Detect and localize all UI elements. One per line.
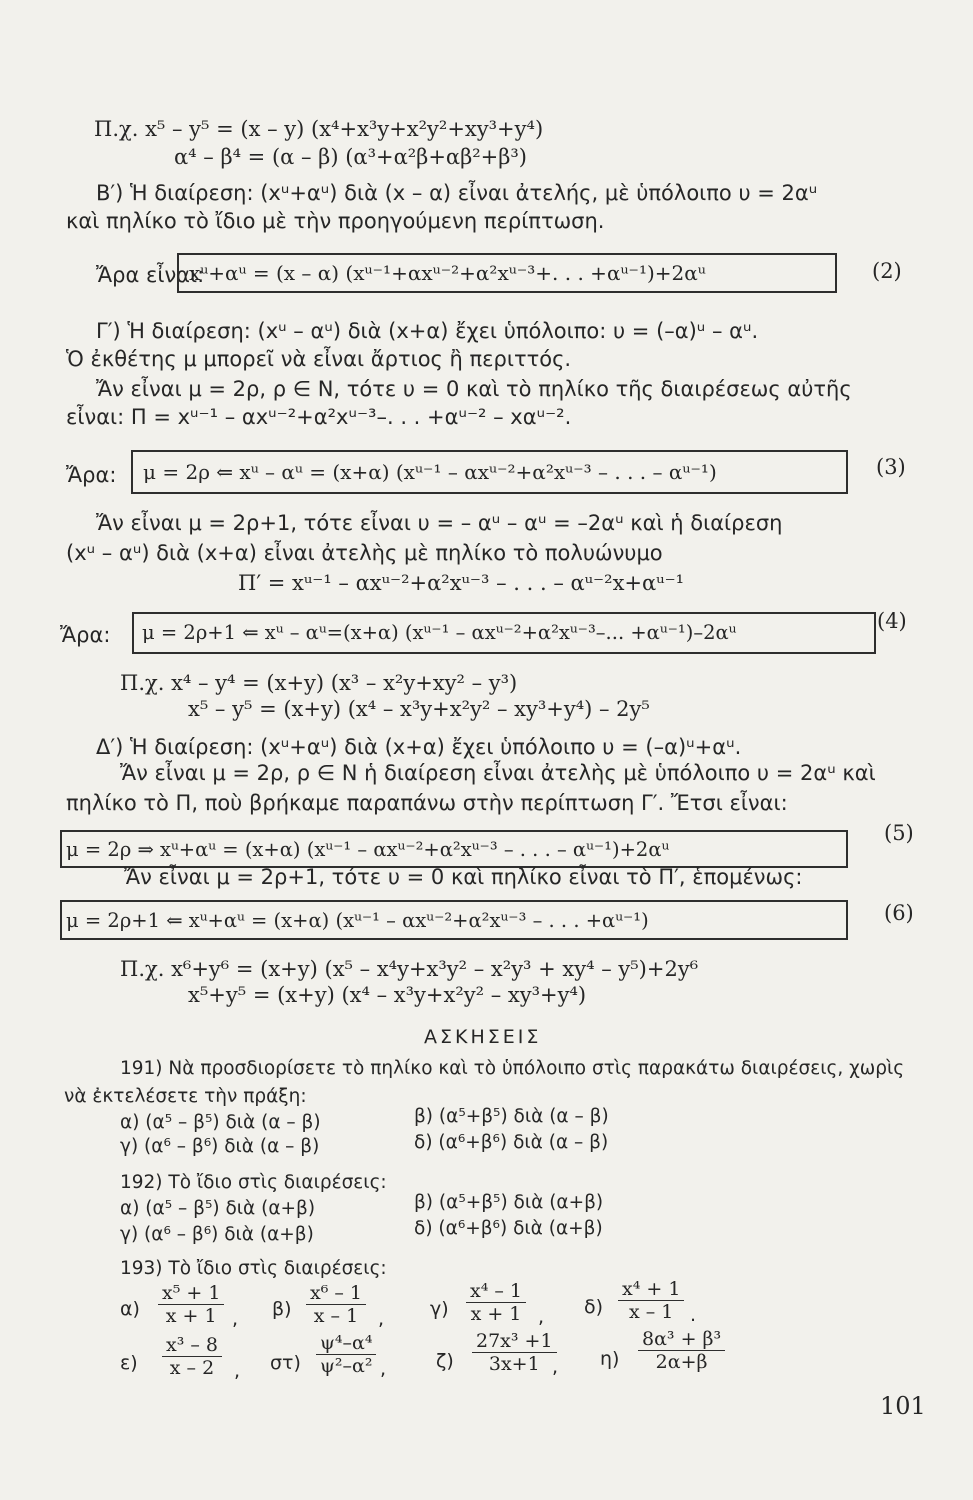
fraction-b-denominator: x – 1 (313, 1305, 359, 1327)
fraction-c-tail: , (538, 1306, 545, 1328)
fraction-d-denominator: x – 1 (629, 1301, 674, 1323)
exercise-191-b: β) (α⁵+β⁵) διὰ (α – β) (414, 1106, 609, 1127)
exercise-191-d: δ) (α⁶+β⁶) διὰ (α – β) (414, 1132, 609, 1153)
exercise-191-line-2: νὰ ἐκτελέσετε τὴν πράξη: (64, 1086, 307, 1107)
case-d-odd-line: Ἄν εἶναι μ = 2ρ+1, τότε υ = 0 καὶ πηλίκο εἶναι τὸ Π′, ἑπομένως: (124, 865, 803, 889)
equation-number-3: (3) (876, 455, 906, 479)
exercise-192-c: γ) (α⁶ – β⁶) διὰ (α+β) (120, 1224, 314, 1245)
fraction-label-f: στ) (270, 1352, 301, 1374)
case-d-even-line: Ἄν εἶναι μ = 2ρ, ρ ∈ Ν ἡ διαίρεση εἶναι ἀτελὴς μὲ ὑπόλοιπο υ = 2αᵘ καὶ (120, 761, 876, 785)
quotient-prime-line: Π′ = xᵘ⁻¹ – αxᵘ⁻²+α²xᵘ⁻³ – . . . – αᵘ⁻²x+αᵘ⁻¹ (238, 571, 685, 595)
example-line-4: x⁵ – y⁵ = (x+y) (x⁴ – x³y+x²y² – xy³+y⁴) – 2y⁵ (188, 697, 650, 721)
fraction-a-tail: , (232, 1308, 239, 1330)
equation-number-5: (5) (884, 821, 914, 845)
exercises-heading: ΑΣΚΗΣΕΙΣ (424, 1026, 542, 1048)
fraction-a-denominator: x + 1 (165, 1305, 217, 1327)
quotient-line: εἶναι: Π = xᵘ⁻¹ – αxᵘ⁻²+α²xᵘ⁻³–. . . +αᵘ⁻² – xαᵘ⁻². (66, 405, 572, 429)
fraction-label-d: δ) (584, 1296, 604, 1318)
exponent-note: Ὁ ἐκθέτης μ μπορεῖ νὰ εἶναι ἄρτιος ἢ περιττός. (66, 347, 572, 371)
exercise-192-b: β) (α⁵+β⁵) διὰ (α+β) (414, 1192, 604, 1213)
exercise-191-c: γ) (α⁶ – β⁶) διὰ (α – β) (120, 1136, 320, 1157)
odd-case-line: Ἄν εἶναι μ = 2ρ+1, τότε εἶναι υ = – αᵘ – αᵘ = –2αᵘ καὶ ἡ διαίρεση (96, 511, 783, 535)
formula-2: xᵘ+αᵘ = (x – α) (xᵘ⁻¹+αxᵘ⁻²+α²xᵘ⁻³+. . . +αᵘ⁻¹)+2αᵘ (189, 261, 706, 285)
fraction-c (466, 1280, 526, 1325)
fraction-b-tail: , (378, 1308, 385, 1330)
fraction-c-denominator: x + 1 (470, 1303, 522, 1325)
formula-box-6 (60, 900, 848, 940)
formula-4: μ = 2ρ+1 ⇐ xᵘ – αᵘ=(x+α) (xᵘ⁻¹ – αxᵘ⁻²+α²xᵘ⁻³–... +αᵘ⁻¹)–2αᵘ (142, 621, 737, 644)
fraction-g-tail: , (552, 1356, 559, 1378)
fraction-a-numerator: x⁵ + 1 (158, 1282, 224, 1305)
fraction-d-numerator: x⁴ + 1 (618, 1278, 684, 1301)
fraction-a (158, 1282, 224, 1327)
fraction-label-b: β) (272, 1298, 292, 1320)
example-line-2: α⁴ – β⁴ = (α – β) (α³+α²β+αβ²+β³) (174, 145, 528, 169)
fraction-g (472, 1330, 557, 1375)
formula-box-3 (131, 450, 848, 494)
case-d-line: Δ′) Ἡ διαίρεση: (xᵘ+αᵘ) διὰ (x+α) ἔχει ὑπόλοιπο υ = (–α)ᵘ+αᵘ. (96, 735, 742, 759)
therefore-label-3: Ἄρα: (66, 463, 117, 487)
equation-number-4: (4) (877, 609, 907, 633)
fraction-label-g: ζ) (436, 1350, 454, 1372)
exercise-192-a: α) (α⁵ – β⁵) διὰ (α+β) (120, 1198, 316, 1219)
therefore-label-2: Ἄρα εἶναι: (96, 263, 205, 287)
fraction-e-tail: , (234, 1360, 241, 1382)
exercise-191-a: α) (α⁵ – β⁵) διὰ (α – β) (120, 1112, 321, 1133)
fraction-c-numerator: x⁴ – 1 (466, 1280, 526, 1303)
fraction-label-a: α) (120, 1298, 140, 1320)
fraction-b-numerator: x⁶ – 1 (306, 1282, 366, 1305)
formula-6: μ = 2ρ+1 ⇐ xᵘ+αᵘ = (x+α) (xᵘ⁻¹ – αxᵘ⁻²+α²xᵘ⁻³ – . . . +αᵘ⁻¹) (66, 909, 649, 932)
case-b-continuation: καὶ πηλίκο τὸ ἴδιο μὲ τὴν προηγούμενη περίπτωση. (66, 209, 605, 233)
fraction-f-tail: , (380, 1358, 387, 1380)
fraction-label-c: γ) (430, 1298, 449, 1320)
fraction-g-numerator: 27x³ +1 (472, 1330, 557, 1353)
case-d-continuation: πηλίκο τὸ Π, ποὺ βρήκαμε παραπάνω στὴν περίπτωση Γ′. Ἔτσι εἶναι: (66, 791, 788, 815)
fraction-g-denominator: 3x+1 (488, 1353, 540, 1375)
even-case-line: Ἄν εἶναι μ = 2ρ, ρ ∈ Ν, τότε υ = 0 καὶ τὸ πηλίκο τῆς διαιρέσεως αὐτῆς (96, 377, 852, 401)
fraction-d-tail: . (690, 1304, 697, 1326)
fraction-h-numerator: 8α³ + β³ (638, 1328, 725, 1351)
equation-number-6: (6) (884, 901, 914, 925)
formula-box-4 (132, 612, 876, 654)
page-number: 101 (880, 1392, 926, 1420)
case-b-line: Β′) Ἡ διαίρεση: (xᵘ+αᵘ) διὰ (x – α) εἶναι ἀτελής, μὲ ὑπόλοιπο υ = 2αᵘ (96, 181, 818, 205)
formula-5: μ = 2ρ ⇒ xᵘ+αᵘ = (x+α) (xᵘ⁻¹ – αxᵘ⁻²+α²xᵘ⁻³ – . . . – αᵘ⁻¹)+2αᵘ (66, 838, 670, 861)
formula-box-5 (60, 830, 848, 868)
fraction-f-denominator: ψ²–α² (320, 1355, 373, 1377)
fraction-b (306, 1282, 366, 1327)
equation-number-2: (2) (872, 259, 902, 283)
exercise-191-line-1: 191) Νὰ προσδιορίσετε τὸ πηλίκο καὶ τὸ ὑπόλοιπο στὶς παρακάτω διαιρέσεις, χωρὶς (120, 1058, 905, 1079)
exercise-192-d: δ) (α⁶+β⁶) διὰ (α+β) (414, 1218, 603, 1239)
fraction-label-e: ε) (120, 1352, 138, 1374)
fraction-d (618, 1278, 684, 1323)
exercise-193-title: 193) Τὸ ἴδιο στὶς διαιρέσεις: (120, 1258, 387, 1279)
fraction-h-denominator: 2α+β (655, 1351, 708, 1373)
case-c-line: Γ′) Ἡ διαίρεση: (xᵘ – αᵘ) διὰ (x+α) ἔχει ὑπόλοιπο: υ = (–α)ᵘ – αᵘ. (96, 319, 759, 343)
fraction-f-numerator: ψ⁴–α⁴ (316, 1332, 376, 1355)
fraction-e-denominator: x – 2 (169, 1357, 215, 1379)
example-line-6: x⁵+y⁵ = (x+y) (x⁴ – x³y+x²y² – xy³+y⁴) (188, 983, 587, 1007)
example-line-1: Π.χ. x⁵ – y⁵ = (x – y) (x⁴+x³y+x²y²+xy³+y⁴) (94, 117, 544, 141)
fraction-label-h: η) (600, 1348, 620, 1370)
example-line-3: Π.χ. x⁴ – y⁴ = (x+y) (x³ – x²y+xy² – y³) (120, 671, 518, 695)
formula-box-2 (177, 253, 837, 293)
odd-case-continuation: (xᵘ – αᵘ) διὰ (x+α) εἶναι ἀτελὴς μὲ πηλίκο τὸ πολυώνυμο (66, 541, 663, 565)
fraction-h (638, 1328, 725, 1373)
formula-3: μ = 2ρ ⇐ xᵘ – αᵘ = (x+α) (xᵘ⁻¹ – αxᵘ⁻²+α²xᵘ⁻³ – . . . – αᵘ⁻¹) (143, 460, 717, 484)
example-line-5: Π.χ. x⁶+y⁶ = (x+y) (x⁵ – x⁴y+x³y² – x²y³ + xy⁴ – y⁵)+2y⁶ (120, 957, 699, 981)
therefore-label-4: Ἄρα: (60, 623, 111, 647)
fraction-e (162, 1334, 222, 1379)
fraction-f (316, 1332, 376, 1377)
exercise-192-title: 192) Τὸ ἴδιο στὶς διαιρέσεις: (120, 1172, 387, 1193)
fraction-e-numerator: x³ – 8 (162, 1334, 222, 1357)
